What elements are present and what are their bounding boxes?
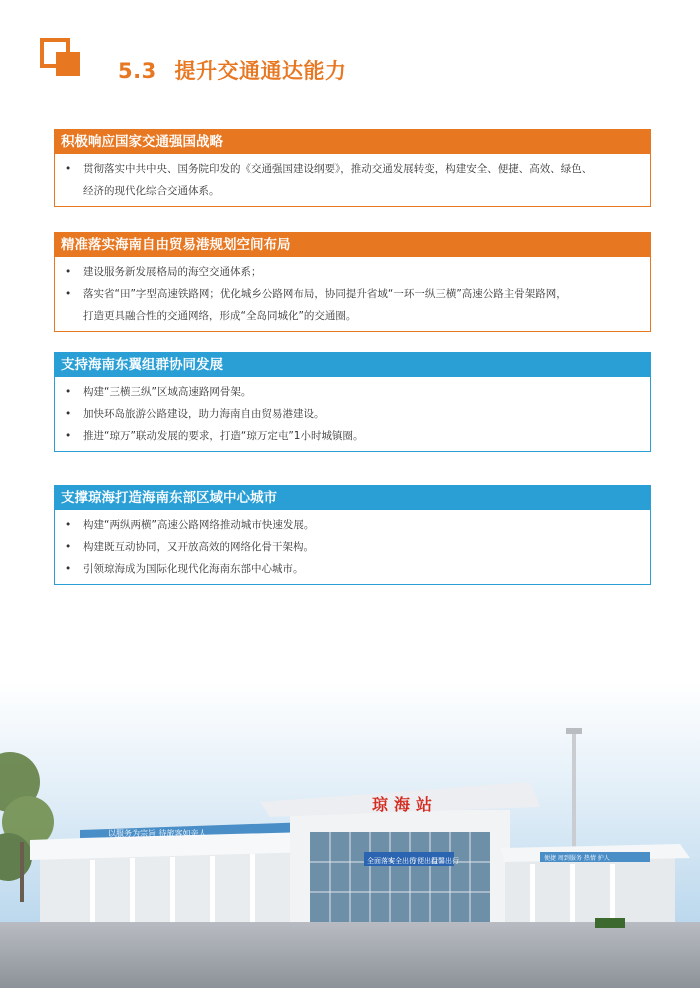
item-text: 推进“琼万”联动发展的要求，打造“琼万定屯”1小时城镇圈。 — [83, 430, 364, 442]
box-body — [55, 510, 650, 584]
item-text: 引领琼海成为国际化现代化海南东部中心城市。 — [83, 563, 304, 575]
box-body — [55, 154, 650, 206]
plaza — [0, 922, 700, 988]
box-regional-center — [54, 485, 651, 585]
list-item — [63, 514, 642, 536]
light-tower — [572, 732, 576, 862]
list-item — [63, 381, 642, 403]
item-text: 构建“三横三纵”区域高速路网骨架。 — [83, 386, 252, 398]
list-item — [63, 403, 642, 425]
bullet-icon: • — [65, 386, 72, 398]
item-text: 落实省“田”字型高速铁路网；优化城乡公路网布局，协同提升省域“一环一纵三横”高速公路主骨架路网， — [83, 288, 567, 300]
box-body — [55, 257, 650, 331]
item-text: 经济的现代化综合交通体系。 — [83, 185, 220, 197]
item-text: 加快环岛旅游公路建设，助力海南自由贸易港建设。 — [83, 408, 325, 420]
logo-filled-square — [56, 52, 80, 76]
item-text: 打造更具融合性的交通网络，形成“全岛同城化”的交通圈。 — [83, 310, 357, 322]
box-east-wing — [54, 352, 651, 452]
box-body — [55, 377, 650, 451]
bullet-icon: • — [65, 563, 72, 575]
station-name: 琼海站 — [372, 795, 439, 814]
box-spatial-layout — [54, 232, 651, 332]
bullet-icon: • — [65, 541, 72, 553]
left-banner: 以服务为宗旨 待旅客如亲人 — [108, 829, 207, 838]
item-text: 构建“两纵两横”高速公路网络推动城市快速发展。 — [83, 519, 315, 531]
box-header: 支持海南东翼组群协同发展 — [55, 353, 650, 377]
list-item — [63, 536, 642, 558]
center-banner-2: 安全出行 — [388, 857, 416, 865]
bullet-icon: • — [65, 288, 72, 300]
list-item — [63, 425, 642, 447]
bullet-icon: • — [65, 163, 72, 175]
item-text: 贯彻落实中共中央、国务院印发的《交通强国建设纲要》，推动交通发展转变，构建安全、便捷、高效、绿色、 — [83, 163, 593, 175]
list-item — [63, 158, 642, 180]
box-header: 积极响应国家交通强国战略 — [55, 130, 650, 154]
box-national-strategy — [54, 129, 651, 207]
bullet-icon: • — [65, 266, 72, 278]
list-item-continuation — [63, 305, 642, 327]
station-photo — [0, 682, 700, 988]
box-header: 精准落实海南自由贸易港规划空间布局 — [55, 233, 650, 257]
center-banner-3: 方便出行 — [410, 857, 438, 865]
section-title: 提升交通通达能力 — [174, 59, 347, 83]
list-item — [63, 283, 642, 305]
right-banner: 便捷 周到服务 热情 护人 — [544, 855, 610, 862]
bullet-icon: • — [65, 430, 72, 442]
bullet-icon: • — [65, 408, 72, 420]
bullet-icon: • — [65, 519, 72, 531]
section-logo — [40, 38, 88, 78]
list-item — [63, 261, 642, 283]
list-item-continuation — [63, 180, 642, 202]
center-banner-1: 全面落实 — [367, 857, 395, 865]
section-number: 5.3 — [118, 59, 157, 83]
planter — [595, 918, 625, 928]
item-text: 建设服务新发展格局的海空交通体系； — [83, 266, 262, 278]
list-item — [63, 558, 642, 580]
center-banner-4: 温馨出行 — [431, 857, 459, 865]
item-text: 构建既互动协同，又开放高效的网络化骨干架构。 — [83, 541, 314, 553]
box-header: 支撑琼海打造海南东部区域中心城市 — [55, 486, 650, 510]
section-heading — [118, 55, 347, 85]
